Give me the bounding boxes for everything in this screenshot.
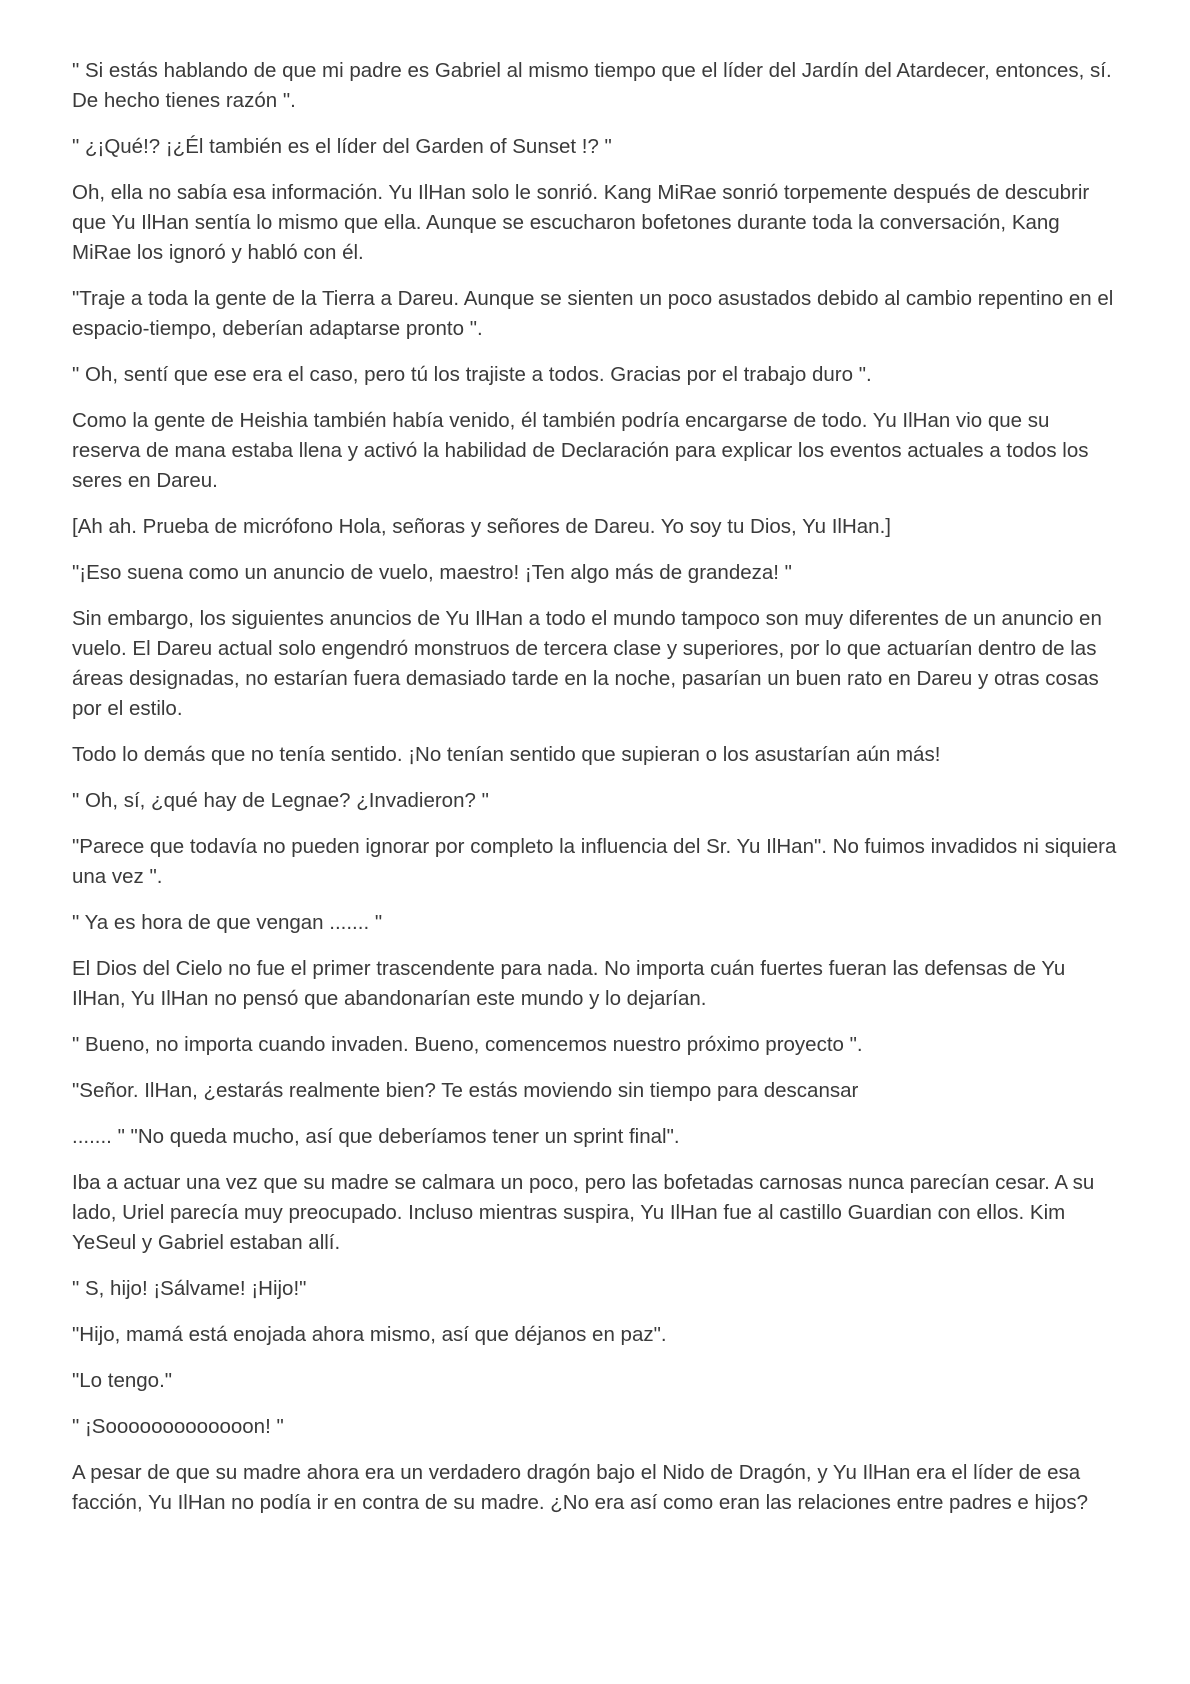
- paragraph: "Señor. IlHan, ¿estarás realmente bien? Te estás moviendo sin tiempo para descansar: [72, 1079, 859, 1102]
- paragraph: " S, hijo! ¡Sálvame! ¡Hijo!": [72, 1277, 307, 1300]
- paragraph: "Traje a toda la gente de la Tierra a Dareu. Aunque se sienten un poco asustados debido al cambio repentino en el espacio-tiempo, deberían adaptarse pronto ".: [72, 287, 1114, 340]
- paragraph: " Oh, sentí que ese era el caso, pero tú los trajiste a todos. Gracias por el trabajo duro ".: [72, 363, 872, 386]
- paragraph: " Ya es hora de que vengan ....... ": [72, 911, 383, 934]
- paragraph: " Bueno, no importa cuando invaden. Bueno, comencemos nuestro próximo proyecto ".: [72, 1033, 863, 1056]
- paragraph: Sin embargo, los siguientes anuncios de Yu IlHan a todo el mundo tampoco son muy diferentes de un anuncio en vuelo. El Dareu actual solo engendró monstruos de tercera clase y superiores, por lo que actuarían dentro de las áreas designadas, no estarían fuera demasiado tarde en la noche, pasarían un buen rato en Dareu y otras cosas por el estilo.: [72, 607, 1102, 720]
- paragraph: "Hijo, mamá está enojada ahora mismo, así que déjanos en paz".: [72, 1323, 667, 1346]
- paragraph: ....... " "No queda mucho, así que deberíamos tener un sprint final".: [72, 1125, 680, 1148]
- paragraph: Como la gente de Heishia también había venido, él también podría encargarse de todo. Yu IlHan vio que su reserva de mana estaba llena y activó la habilidad de Declaración para explicar los eventos actuales a todos los seres en Dareu.: [72, 409, 1089, 492]
- paragraph: A pesar de que su madre ahora era un verdadero dragón bajo el Nido de Dragón, y Yu IlHan era el líder de esa facción, Yu IlHan no podía ir en contra de su madre. ¿No era así como eran las relaciones entre padres e hijos?: [72, 1461, 1089, 1514]
- paragraph: Iba a actuar una vez que su madre se calmara un poco, pero las bofetadas carnosas nunca parecían cesar. A su lado, Uriel parecía muy preocupado. Incluso mientras suspira, Yu IlHan fue al castillo Guardian con ellos. Kim YeSeul y Gabriel estaban allí.: [72, 1171, 1095, 1254]
- paragraph: El Dios del Cielo no fue el primer trascendente para nada. No importa cuán fuertes fueran las defensas de Yu IlHan, Yu IlHan no pensó que abandonarían este mundo y lo dejarían.: [72, 957, 1066, 1010]
- paragraph: "¡Eso suena como un anuncio de vuelo, maestro! ¡Ten algo más de grandeza! ": [72, 561, 792, 584]
- paragraph: " Oh, sí, ¿qué hay de Legnae? ¿Invadieron? ": [72, 789, 489, 812]
- paragraph: " ¡Sooooooooooooon! ": [72, 1415, 284, 1438]
- document-page: [72, 56, 1120, 1534]
- paragraph: Todo lo demás que no tenía sentido. ¡No tenían sentido que supieran o los asustarían aún más!: [72, 743, 941, 766]
- paragraph: Oh, ella no sabía esa información. Yu IlHan solo le sonrió. Kang MiRae sonrió torpemente después de descubrir que Yu IlHan sentía lo mismo que ella. Aunque se escucharon bofetones durante toda la conversación, Kang MiRae los ignoró y habló con él.: [72, 181, 1090, 264]
- paragraph: " Si estás hablando de que mi padre es Gabriel al mismo tiempo que el líder del Jardín del Atardecer, entonces, sí. De hecho tienes razón ".: [72, 59, 1112, 112]
- paragraph: " ¿¡Qué!? ¡¿Él también es el líder del Garden of Sunset !? ": [72, 135, 612, 158]
- paragraph: "Parece que todavía no pueden ignorar por completo la influencia del Sr. Yu IlHan". No fuimos invadidos ni siquiera una vez ".: [72, 835, 1117, 888]
- paragraph: "Lo tengo.": [72, 1369, 173, 1392]
- paragraph: [Ah ah. Prueba de micrófono Hola, señoras y señores de Dareu. Yo soy tu Dios, Yu IlHan.]: [72, 515, 891, 538]
